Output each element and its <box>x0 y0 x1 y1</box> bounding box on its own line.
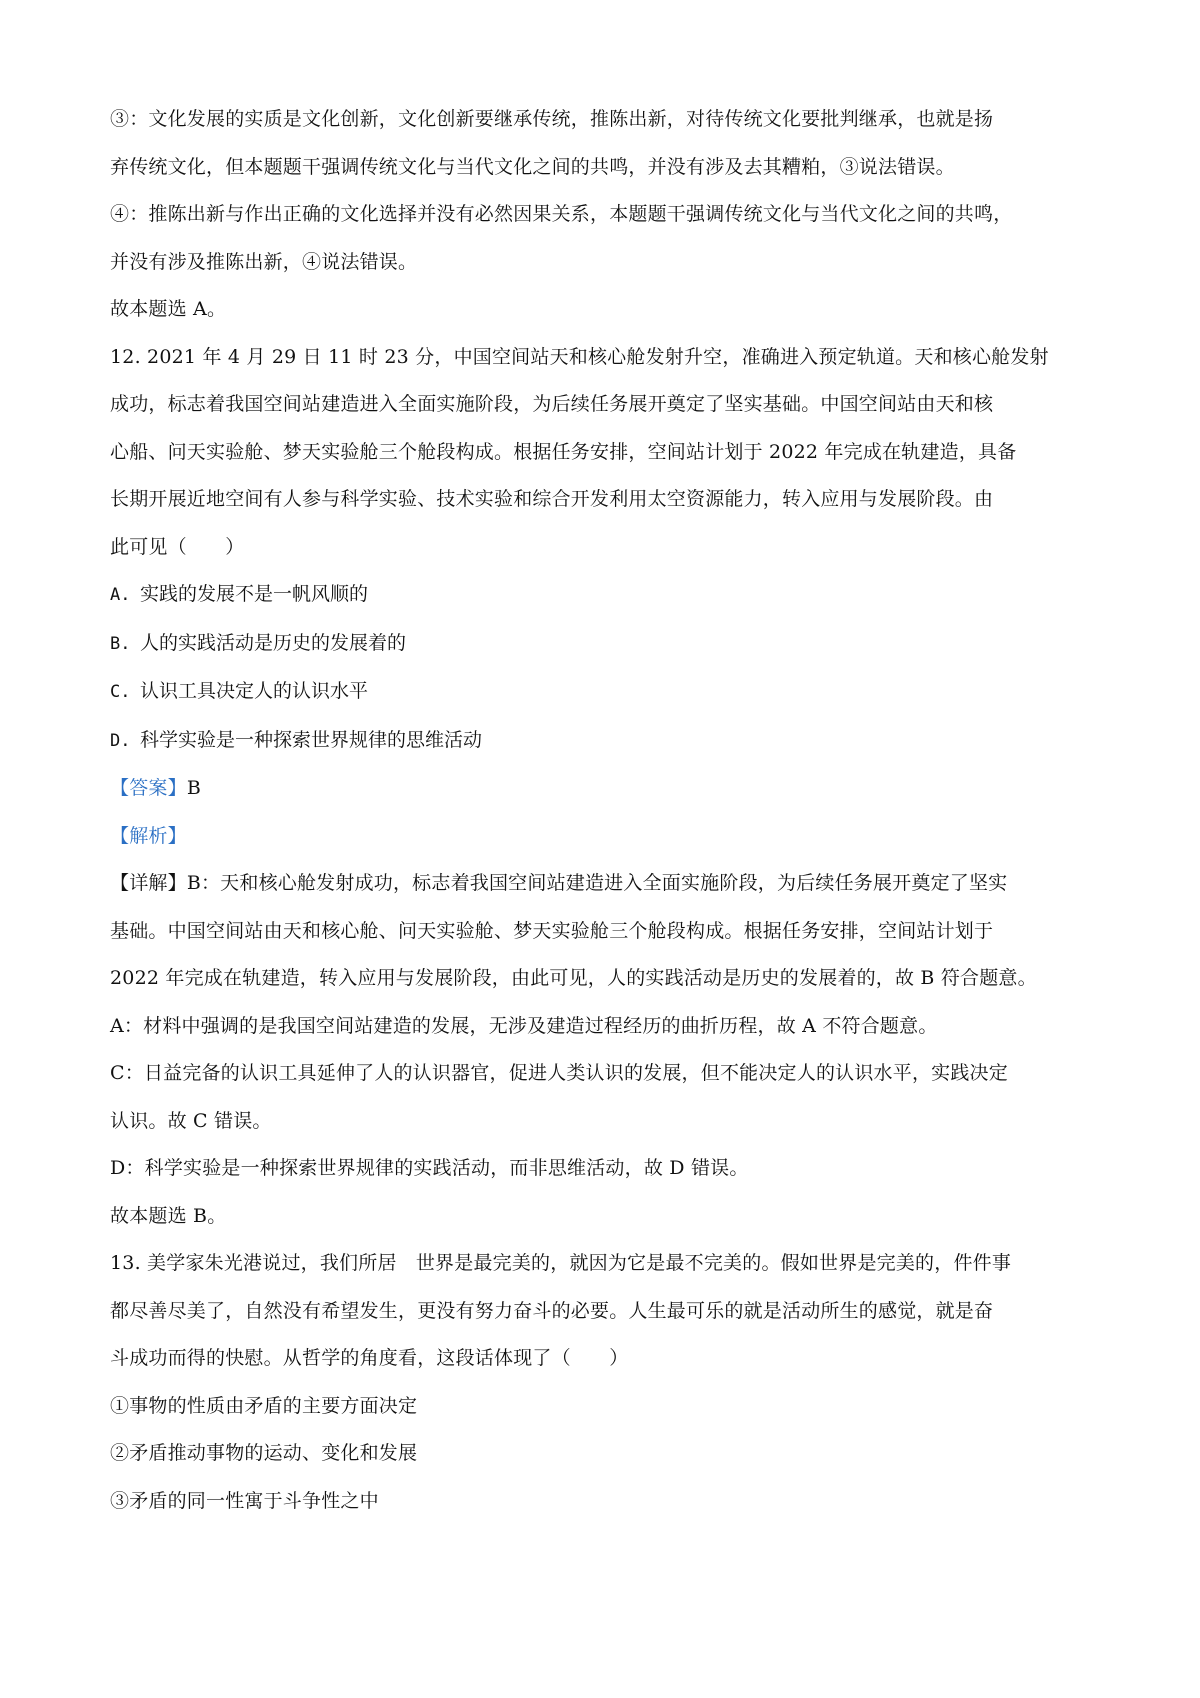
q11-analysis-line: 弃传统文化，但本题题干强调传统文化与当代文化之间的共鸣，并没有涉及去其糟粕，③说法错误。 <box>110 155 955 178</box>
q13-stem-line: 都尽善尽美了，自然没有希望发生，更没有努力奋斗的必要。人生最可乐的就是活动所生的感觉，就是奋 <box>110 1299 994 1322</box>
detail-tag: 【详解】 <box>110 872 187 894</box>
q11-analysis-line: 并没有涉及推陈出新，④说法错误。 <box>110 250 418 273</box>
q11-conclusion: 故本题选 A。 <box>110 298 227 320</box>
option-letter: C. <box>110 682 131 702</box>
q12-detail-line: 2022 年完成在轨建造，转入应用与发展阶段，由此可见，人的实践活动是历史的发展着的，故 B 符合题意。 <box>110 967 1037 989</box>
q11-analysis-line: ③：文化发展的实质是文化创新，文化创新要继承传统，推陈出新，对待传统文化要批判继承，也就是扬 <box>110 108 994 130</box>
option-letter: B. <box>110 633 131 654</box>
q12-detail-line: C：日益完备的认识工具延伸了人的认识器官，促进人类认识的发展，但不能决定人的认识水平，实践决定 <box>110 1062 1008 1084</box>
detail-text: B：天和核心舱发射成功，标志着我国空间站建造进入全面实施阶段，为后续任务展开奠定了坚实 <box>186 872 1008 894</box>
q12-option-a <box>110 571 1100 620</box>
q12-option-b <box>110 620 1100 669</box>
document-page <box>110 96 1100 1525</box>
option-letter: A. <box>110 585 131 605</box>
q12-analysis-heading <box>110 813 1100 861</box>
analysis-tag: 【解析】 <box>110 824 187 847</box>
q12-detail-line: A：材料中强调的是我国空间站建造的发展，无涉及建造过程经历的曲折历程，故 A 不符合题意。 <box>110 1014 938 1037</box>
q12-stem-line: 此可见（ ） <box>110 535 245 558</box>
q12-detail-line: D：科学实验是一种探索世界规律的实践活动，而非思维活动，故 D 错误。 <box>110 1157 749 1179</box>
q12-stem-line: 长期开展近地空间有人参与科学实验、技术实验和综合开发利用太空资源能力，转入应用与发展阶段。由 <box>110 488 994 510</box>
q12-option-d <box>110 717 1100 766</box>
q13-stem-line: 13. 美学家朱光港说过，我们所居 世界是最完美的，就因为它是最不完美的。假如世界是完美的，件件事 <box>110 1252 1012 1274</box>
option-text: 认识工具决定人的认识水平 <box>140 680 369 702</box>
q12-stem-line: 成功，标志着我国空间站建造进入全面实施阶段，为后续任务展开奠定了坚实基础。中国空间站由天和核 <box>110 393 994 415</box>
q12-detail-line: 基础。中国空间站由天和核心舱、问天实验舱、梦天实验舱三个舱段构成。根据任务安排，空间站计划于 <box>110 919 994 942</box>
option-text: 科学实验是一种探索世界规律的思维活动 <box>140 728 483 751</box>
q12-stem-line: 12. 2021 年 4 月 29 日 11 时 23 分，中国空间站天和核心舱发射升空，准确进入预定轨道。天和核心舱发射 <box>110 345 1049 368</box>
q12-detail-line <box>110 860 1100 908</box>
option-text: 实践的发展不是一帆风顺的 <box>140 583 369 605</box>
q13-item: ③矛盾的同一性寓于斗争性之中 <box>110 1489 379 1512</box>
option-letter: D. <box>110 730 131 751</box>
q13-item: ②矛盾推动事物的运动、变化和发展 <box>110 1442 418 1464</box>
answer-value: B <box>186 777 201 799</box>
q13-item: ①事物的性质由矛盾的主要方面决定 <box>110 1394 418 1417</box>
answer-tag: 【答案】 <box>110 777 187 799</box>
q12-answer <box>110 765 1100 813</box>
option-text: 人的实践活动是历史的发展着的 <box>140 631 407 654</box>
q12-option-c <box>110 668 1100 717</box>
q11-analysis-line: ④：推陈出新与作出正确的文化选择并没有必然因果关系，本题题干强调传统文化与当代文化之间的共鸣， <box>110 203 1013 225</box>
q12-stem-line: 心船、问天实验舱、梦天实验舱三个舱段构成。根据任务安排，空间站计划于 2022 年完成在轨建造，具备 <box>110 440 1017 463</box>
q12-detail-line: 认识。故 C 错误。 <box>110 1109 272 1132</box>
q13-stem-line: 斗成功而得的快慰。从哲学的角度看，这段话体现了（ ） <box>110 1347 629 1369</box>
q12-conclusion: 故本题选 B。 <box>110 1204 227 1227</box>
